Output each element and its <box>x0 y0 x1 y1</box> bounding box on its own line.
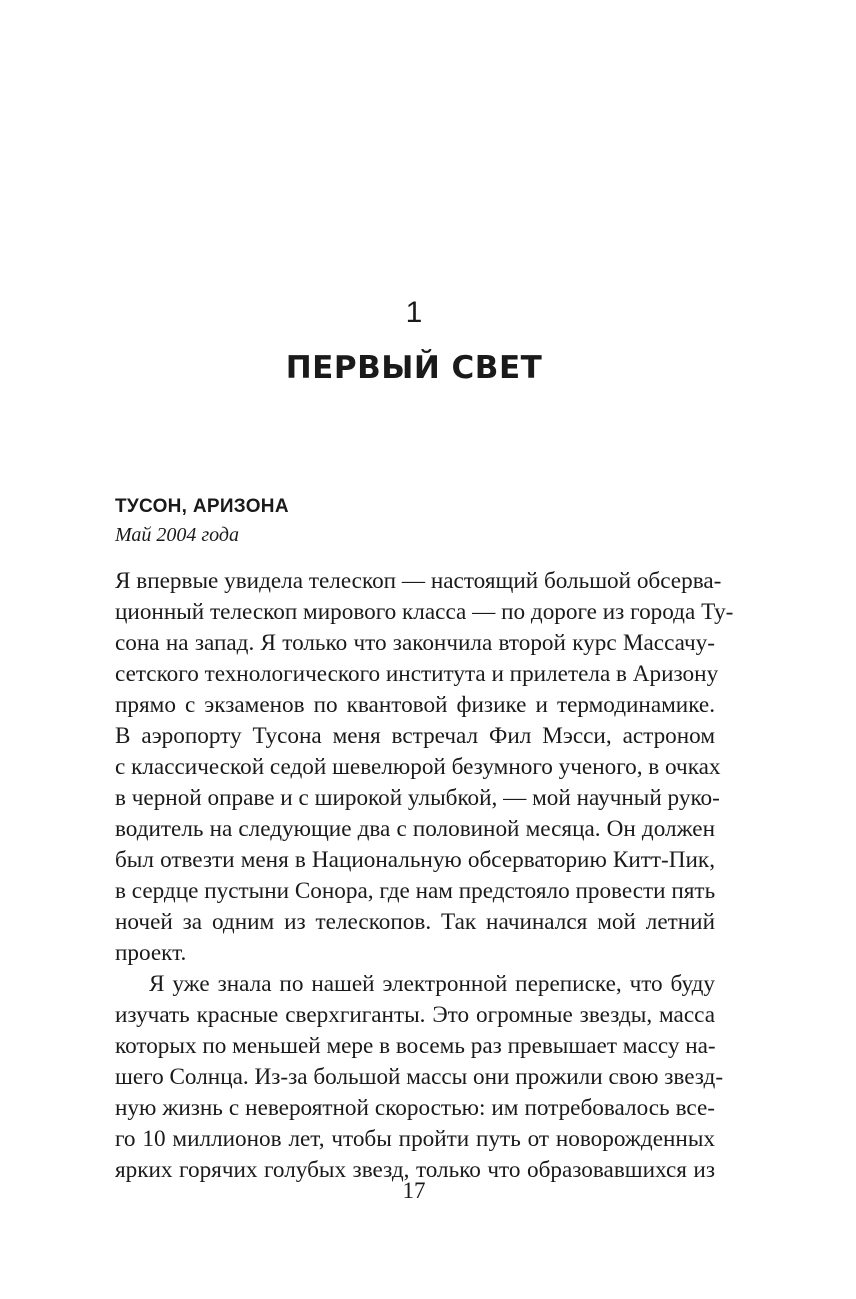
text-line: В аэропорту Тусона меня встречал Фил Мэсси, астроном <box>115 723 715 749</box>
text-line: был отвезти меня в Национальную обсерваторию Китт-Пик, <box>115 847 715 873</box>
text-line: Я уже знала по нашей электронной переписке, что буду <box>149 971 715 997</box>
text-line: в черной оправе и с широкой улыбкой, — мой научный руко- <box>115 785 720 811</box>
text-line: с классической седой шевелюрой безумного ученого, в очках <box>115 754 721 780</box>
text-line: в сердце пустыни Сонора, где нам предстояло провести пять <box>115 878 716 904</box>
paragraph-1 <box>115 566 734 969</box>
text-line: изучать красные сверхгиганты. Это огромные звезды, масса <box>115 1002 715 1028</box>
chapter-title: ПЕРВЫЙ СВЕТ <box>285 350 543 386</box>
section-location: ТУСОН, АРИЗОНА <box>115 496 289 517</box>
text-line: проект. <box>115 940 187 966</box>
text-line: Я впервые увидела телескоп — настоящий большой обсерва- <box>115 568 722 594</box>
paragraph-2 <box>115 969 724 1186</box>
text-line: шего Солнца. Из-за большой массы они прожили свою звезд- <box>115 1064 724 1090</box>
page-number: 17 <box>402 1178 426 1203</box>
text-line: сетского технологического института и прилетела в Аризону <box>115 661 719 687</box>
text-line: го 10 миллионов лет, чтобы пройти путь от новорожденных <box>115 1126 715 1152</box>
section-date: Май 2004 года <box>115 524 240 546</box>
chapter-number: 1 <box>405 296 423 329</box>
text-line: которых по меньшей мере в восемь раз превышает массу на- <box>115 1033 716 1059</box>
text-line: водитель на следующие два с половиной месяца. Он должен <box>115 816 715 842</box>
body-text <box>115 566 734 1186</box>
text-line: прямо с экзаменов по квантовой физике и термодинамике. <box>115 692 715 718</box>
text-line: ночей за одним из телескопов. Так начинался мой летний <box>115 909 715 935</box>
text-line: ярких горячих голубых звезд, только что образовавшихся из <box>115 1157 715 1183</box>
text-line: ционный телескоп мирового класса — по дороге из города Ту- <box>115 599 734 625</box>
text-line: сона на запад. Я только что закончила второй курс Массачу- <box>115 630 715 656</box>
text-line: ную жизнь с невероятной скоростью: им потребовалось все- <box>115 1095 715 1121</box>
